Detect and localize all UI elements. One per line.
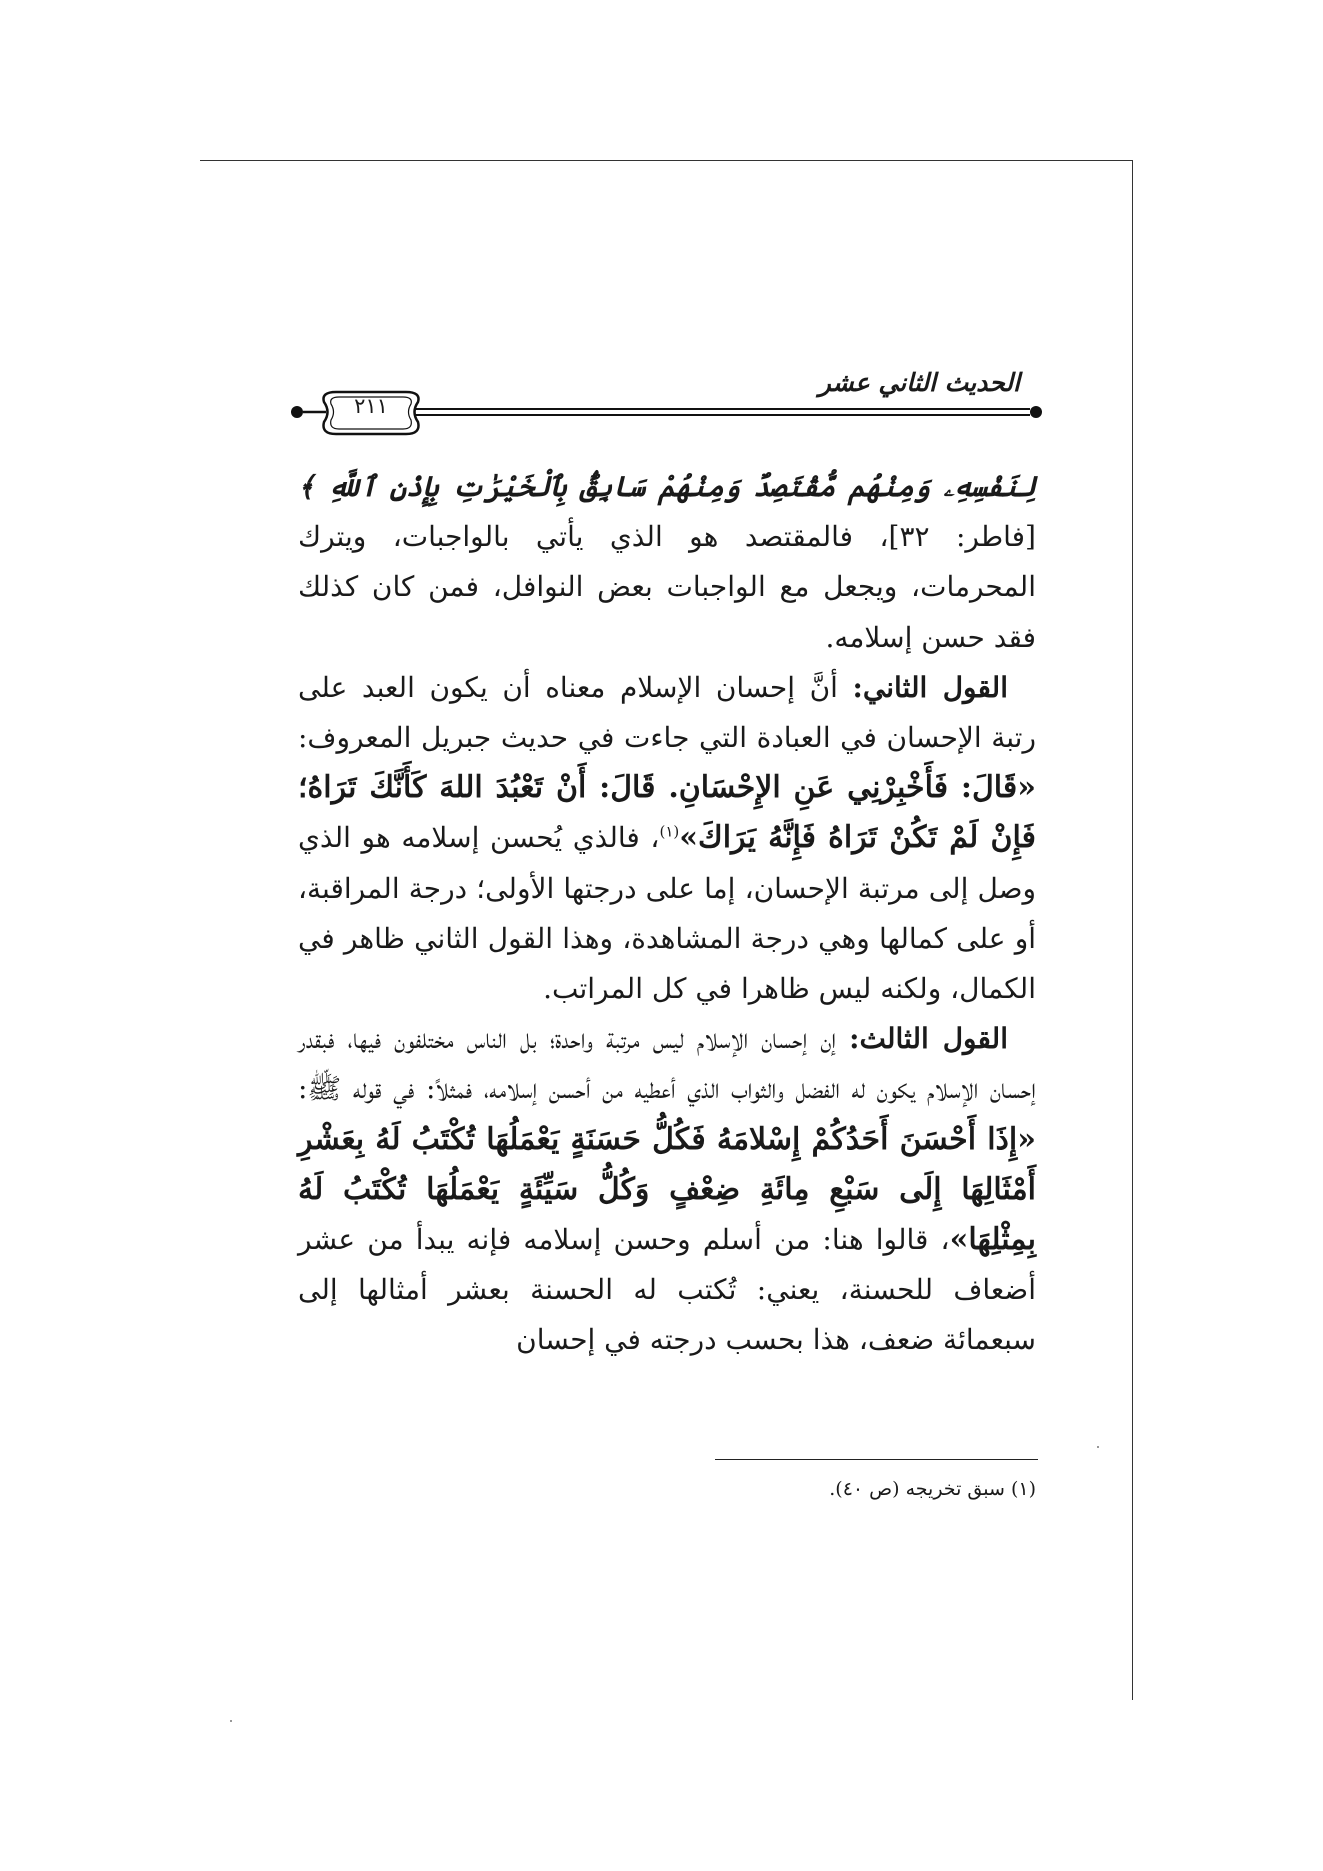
footnote: (١) سبق تخريجه (ص ٤٠). [829,1478,1036,1500]
paragraph-text: إن إحسان الإسلام ليس مرتبة واحدة؛ بل الناس مختلفون فيها، فبقدر إحسان الإسلام يكون له الفضل والثواب الذي أعطيه من أحسن إسلامه، فمثلاً: في قوله ﷺ: [298,1022,1036,1106]
paragraph-1 [298,462,1036,663]
hadith-quote: «قَالَ: فَأَخْبِرْنِي عَنِ الإِحْسَانِ. قَالَ: أَنْ تَعْبُدَ اللهَ كَأَنَّكَ تَرَاهُ؛ فَإِنْ لَمْ تَكُنْ تَرَاهُ فَإِنَّهُ يَرَاكَ» [298,770,1036,856]
footnote-marker: (١) [659,823,680,842]
paragraph-lead: القول الثالث: [849,1022,1008,1056]
paragraph-lead: القول الثاني: [852,670,1008,704]
body-text [298,462,1036,1366]
crop-mark-top [200,160,1133,161]
scan-speck [230,1720,232,1722]
paragraph-text: ، فالذي يُحسن إسلامه هو الذي وصل إلى مرتبة الإحسان، إما على درجتها الأولى؛ درجة المراقبة، أو على كمالها وهي درجة المشاهدة، وهذا القول الثاني ظاهر في الكمال، ولكنه ليس ظاهرا في كل المراتب. [298,821,1036,1006]
paragraph-3 [298,1014,1036,1365]
paragraph-2 [298,663,1036,1014]
page-header [290,368,1045,438]
hadith-quote: «إِذَا أَحْسَنَ أَحَدُكُمْ إِسْلامَهُ فَكُلُّ حَسَنَةٍ يَعْمَلُهَا تُكْتَبُ لَهُ بِعَشْرِ أَمْثَالِهَا إِلَى سَبْعِ مِائَةِ ضِعْفٍ وَكُلُّ سَيِّئَةٍ يَعْمَلُهَا تُكْتَبُ لَهُ بِمِثْلِهَا» [298,1121,1036,1258]
paragraph-text: أنَّ إحسان الإسلام معناه أن يكون العبد على رتبة الإحسان في العبادة التي جاءت في حديث جبريل المعروف: [298,670,1036,755]
crop-mark-right [1132,160,1133,1700]
paragraph-text: فالمقتصد هو الذي يأتي بالواجبات، ويترك المحرمات، ويجعل مع الواجبات بعض النوافل، فمن كان كذلك فقد حسن إسلامه. [298,520,1036,654]
page-number: ٢١١ [354,394,388,418]
quran-verse: لِنَفْسِهِۦ وَمِنْهُم مُّقْتَصِدٌ وَمِنْهُمْ سَابِقٌۢ بِٱلْخَيْرَٰتِ بِإِذْنِ ٱللَّهِ ﴾ [298,470,1036,503]
scan-speck [1097,1446,1099,1448]
paragraph-text: ، قالوا هنا: من أسلم وحسن إسلامه فإنه يبدأ من عشر أضعاف للحسنة، يعني: تُكتب له الحسنة بعشر أمثالها إلى سبعمائة ضعف، هذا بحسب درجته في إحسان [298,1223,1036,1357]
verse-reference: [فاطر: ٣٢]، [879,520,1036,554]
running-title: الحديث الثاني عشر [818,368,1020,397]
footnote-separator [715,1459,1038,1460]
